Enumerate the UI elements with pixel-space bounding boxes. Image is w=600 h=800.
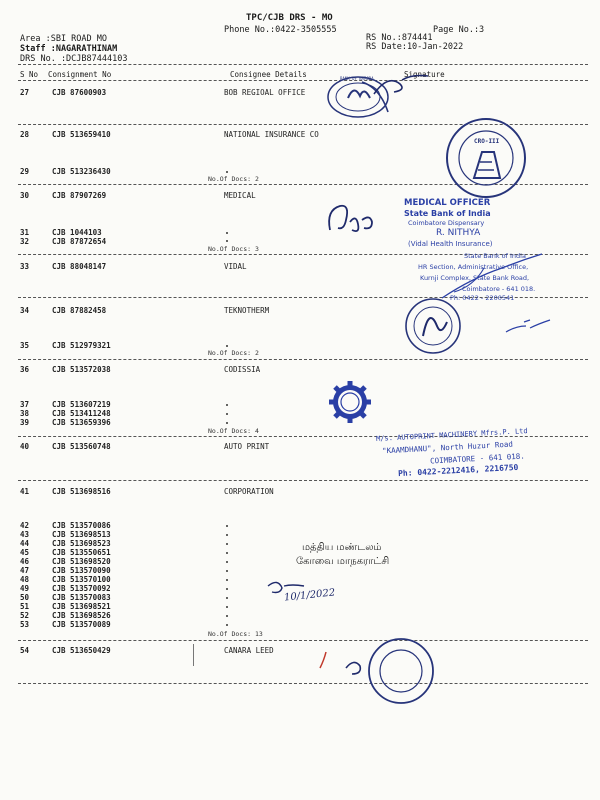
bullet-dot — [226, 597, 228, 599]
tamil-stamp-line1: மத்திய மண்டலம் — [302, 542, 382, 553]
bullet-dot — [226, 615, 228, 617]
row-consignment: CJB 513572038 — [52, 365, 111, 374]
vidal-address-line2: HR Section, Administrative Office, — [418, 263, 529, 271]
row-consignment: CJB 87882458 — [52, 306, 107, 315]
row-consignment: CJB 513698521 — [52, 602, 111, 611]
canara-tick-mark — [318, 650, 328, 674]
col-consignment: Consignment No — [48, 70, 112, 79]
row-consignment: CJB 513698513 — [52, 530, 111, 539]
no-of-docs: No.Of Docs: 4 — [208, 427, 259, 435]
consignee-name: MEDICAL — [224, 191, 256, 200]
document-title: TPC/CJB DRS - MO — [246, 13, 333, 23]
row-divider — [18, 480, 588, 481]
row-consignment: CJB 513698526 — [52, 611, 111, 620]
page-number: Page No.:3 — [433, 25, 485, 35]
row-sno: 44 — [20, 539, 30, 548]
row-consignment: CJB 513570086 — [52, 521, 111, 530]
col-sno: S No — [20, 70, 39, 79]
row-sno: 30 — [20, 191, 30, 200]
bullet-dot — [226, 606, 228, 608]
bullet-dot — [226, 240, 228, 242]
row-divider — [18, 683, 588, 684]
row-consignment: CJB 87907269 — [52, 191, 107, 200]
bullet-dot — [226, 232, 228, 234]
consignee-name: CORPORATION — [224, 487, 274, 496]
vidal-address-line3: Kurnji Complex, State Bank Road, — [420, 274, 530, 282]
no-of-docs: No.Of Docs: 2 — [208, 175, 259, 183]
doctor-name: R. NITHYA — [436, 228, 481, 238]
row-sno: 28 — [20, 130, 30, 139]
column-divider — [18, 80, 588, 81]
consignee-name: BOB REGIOAL OFFICE — [224, 88, 306, 97]
nic-code: CRO-III — [474, 138, 500, 145]
row-consignment: CJB 513570090 — [52, 566, 111, 575]
row-sno: 45 — [20, 548, 30, 557]
consignee-name: NATIONAL INSURANCE CO — [224, 130, 319, 139]
row-sno: 33 — [20, 262, 30, 271]
row-consignment: CJB 513570092 — [52, 584, 111, 593]
autoprint-line3: COIMBATORE - 641 018. — [429, 451, 525, 466]
header-divider — [18, 64, 588, 65]
consignee-name: AUTO PRINT — [224, 442, 270, 451]
bullet-dot — [226, 422, 228, 424]
canara-bank-stamp — [366, 636, 436, 706]
phone-number: Phone No.:0422-3505555 — [224, 25, 337, 35]
row-consignment: CJB 513550651 — [52, 548, 111, 557]
scan-mark — [193, 644, 194, 666]
medical-signature — [322, 200, 382, 244]
vidal-title: (Vidal Health Insurance) — [408, 240, 493, 248]
autoprint-line1: M/s. AUTOPRINT MACHINERY Mfrs.P. Ltd — [375, 427, 528, 443]
row-sno: 43 — [20, 530, 30, 539]
autoprint-line2: "KAAMDHANU", North Huzur Road — [381, 439, 514, 456]
rs-number: RS No.:874441 — [366, 33, 433, 43]
drs-number: DRS No. :DCJB87444103 — [20, 54, 128, 64]
bullet-dot — [226, 404, 228, 406]
consignee-name: VIDAL — [224, 262, 247, 271]
sbi-name: State Bank of India — [404, 209, 491, 218]
row-sno: 52 — [20, 611, 30, 620]
row-sno: 29 — [20, 167, 30, 176]
bullet-dot — [226, 171, 228, 173]
row-consignment: CJB 513659410 — [52, 130, 111, 139]
consignee-name: TEKNOTHERM — [224, 306, 270, 315]
no-of-docs: No.Of Docs: 3 — [208, 245, 259, 253]
row-sno: 36 — [20, 365, 30, 374]
teknotherm-stamp — [403, 296, 463, 356]
row-consignment: CJB 513698516 — [52, 487, 111, 496]
bullet-dot — [226, 579, 228, 581]
row-consignment: CJB 513650429 — [52, 646, 111, 655]
row-sno: 32 — [20, 237, 30, 246]
bullet-dot — [226, 525, 228, 527]
row-sno: 39 — [20, 418, 30, 427]
row-consignment: CJB 513411248 — [52, 409, 111, 418]
medical-officer-title: MEDICAL OFFICER — [404, 198, 491, 208]
row-sno: 54 — [20, 646, 30, 655]
row-sno: 27 — [20, 88, 30, 97]
handwritten-date: 10/1/2022 — [283, 587, 336, 604]
no-of-docs: No.Of Docs: 13 — [208, 630, 263, 638]
area-label: Area :SBI ROAD MO — [20, 34, 107, 44]
consignee-name: CODISSIA — [224, 365, 261, 374]
row-consignment: CJB 513560748 — [52, 442, 111, 451]
row-divider — [18, 640, 588, 641]
row-sno: 31 — [20, 228, 30, 237]
row-sno: 38 — [20, 409, 30, 418]
row-consignment: CJB 87872654 — [52, 237, 107, 246]
autoprint-phone: Ph: 0422-2212416, 2216750 — [397, 462, 519, 479]
national-insurance-stamp — [444, 116, 528, 200]
row-sno: 35 — [20, 341, 30, 350]
row-sno: 42 — [20, 521, 30, 530]
bob-signature — [372, 70, 432, 104]
row-consignment: CJB 512979321 — [52, 341, 111, 350]
row-consignment: CJB 513570100 — [52, 575, 111, 584]
bullet-dot — [226, 570, 228, 572]
row-sno: 40 — [20, 442, 30, 451]
col-consignee: Consignee Details — [230, 70, 307, 79]
row-sno: 50 — [20, 593, 30, 602]
row-consignment: CJB 88048147 — [52, 262, 107, 271]
row-consignment: CJB 513570089 — [52, 620, 111, 629]
bullet-dot — [226, 588, 228, 590]
row-consignment: CJB 513570083 — [52, 593, 111, 602]
canara-signature — [340, 656, 370, 684]
consignee-name: CANARA LEED — [224, 646, 274, 655]
vidal-phone: Ph: 0422 - 2200541 — [450, 294, 515, 302]
no-of-docs: No.Of Docs: 2 — [208, 349, 259, 357]
row-sno: 47 — [20, 566, 30, 575]
row-sno: 41 — [20, 487, 30, 496]
staff-label: Staff :NAGARATHINAM — [20, 44, 118, 54]
teknotherm-signature-mark — [504, 316, 554, 340]
bullet-dot — [226, 413, 228, 415]
row-sno: 51 — [20, 602, 30, 611]
bullet-dot — [226, 561, 228, 563]
bullet-dot — [226, 534, 228, 536]
tamil-stamp-line2: கோவை மாநகராட்சி — [296, 556, 390, 567]
vidal-address-line1: State Bank of India — [464, 252, 526, 260]
row-sno: 53 — [20, 620, 30, 629]
row-consignment: CJB 513659396 — [52, 418, 111, 427]
col-signature: Signature — [404, 70, 445, 79]
bullet-dot — [226, 552, 228, 554]
row-consignment: CJB 513236430 — [52, 167, 111, 176]
rs-date: RS Date:10-Jan-2022 — [366, 42, 464, 52]
row-consignment: CJB 513698523 — [52, 539, 111, 548]
row-sno: 34 — [20, 306, 30, 315]
row-consignment: CJB 513607219 — [52, 400, 111, 409]
row-consignment: CJB 513698520 — [52, 557, 111, 566]
bob-stamp-text: BANK OF BARODA — [340, 76, 374, 81]
row-consignment: CJB 87600903 — [52, 88, 107, 97]
codissia-gear-logo — [328, 380, 372, 424]
bullet-dot — [226, 345, 228, 347]
row-sno: 48 — [20, 575, 30, 584]
row-sno: 46 — [20, 557, 30, 566]
row-divider — [18, 359, 588, 360]
bullet-dot — [226, 624, 228, 626]
row-consignment: CJB 1044103 — [52, 228, 102, 237]
vidal-address-line4: Coimbatore - 641 018. — [462, 285, 536, 293]
dispensary-name: Coimbatore Dispensary — [408, 219, 485, 227]
bullet-dot — [226, 543, 228, 545]
row-sno: 37 — [20, 400, 30, 409]
row-sno: 49 — [20, 584, 30, 593]
